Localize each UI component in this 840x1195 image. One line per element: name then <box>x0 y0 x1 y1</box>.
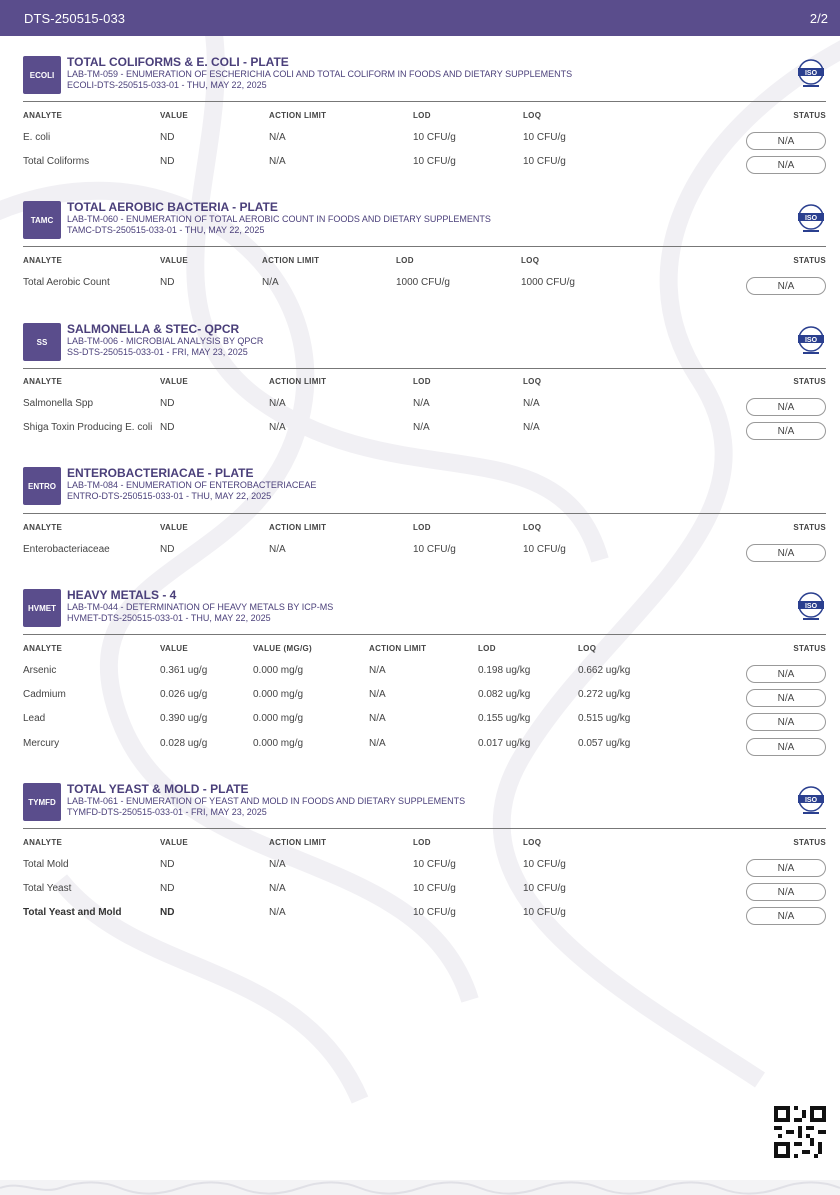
loq-value: 10 CFU/g <box>523 907 566 918</box>
section-rule <box>23 513 826 514</box>
analyte-value: ND <box>160 859 175 870</box>
table-row <box>23 689 826 703</box>
analyte-name: Mercury <box>23 738 60 749</box>
action-limit: N/A <box>369 738 386 749</box>
col-action-limit: ACTION LIMIT <box>369 644 427 653</box>
col-value: VALUE <box>160 377 189 386</box>
lod-value: 10 CFU/g <box>413 883 456 894</box>
lod-value: 0.017 ug/kg <box>478 738 531 749</box>
iso-logo-icon <box>796 786 826 816</box>
section-badge: SS <box>23 323 61 361</box>
section-badge: HVMET <box>23 589 61 627</box>
status-pill: N/A <box>746 665 826 683</box>
col-lod: LOD <box>478 644 496 653</box>
table-row <box>23 859 826 873</box>
analyte-value: ND <box>160 156 175 167</box>
section-ecoli <box>23 53 826 171</box>
col-analyte: ANALYTE <box>23 838 63 847</box>
loq-value: 10 CFU/g <box>523 859 566 870</box>
lod-value: 10 CFU/g <box>413 156 456 167</box>
top-bar <box>0 0 840 36</box>
analyte-value-mg: 0.000 mg/g <box>253 689 304 700</box>
section-sample: HVMET-DTS-250515-033-01 - THU, MAY 22, 2025 <box>67 613 271 623</box>
table-row <box>23 132 826 146</box>
section-rule <box>23 246 826 247</box>
loq-value: 0.272 ug/kg <box>578 689 631 700</box>
section-rule <box>23 828 826 829</box>
iso-label: ISO <box>804 70 818 77</box>
col-action-limit: ACTION LIMIT <box>262 256 320 265</box>
section-badge: TAMC <box>23 201 61 239</box>
iso-logo-icon <box>796 204 826 234</box>
loq-value: 0.057 ug/kg <box>578 738 631 749</box>
lod-value: N/A <box>413 422 430 433</box>
section-rule <box>23 101 826 102</box>
iso-label: ISO <box>804 337 818 344</box>
col-value: VALUE <box>160 256 189 265</box>
col-loq: LOQ <box>523 377 542 386</box>
lod-value: N/A <box>413 398 430 409</box>
analyte-value-mg: 0.000 mg/g <box>253 713 304 724</box>
action-limit: N/A <box>369 665 386 676</box>
analyte-value: ND <box>160 277 175 288</box>
iso-label: ISO <box>804 603 818 610</box>
table-header <box>23 838 826 852</box>
section-rule <box>23 368 826 369</box>
col-action-limit: ACTION LIMIT <box>269 838 327 847</box>
section-method: LAB-TM-044 - DETERMINATION OF HEAVY METALS BY ICP-MS <box>67 602 334 612</box>
col-analyte: ANALYTE <box>23 523 63 532</box>
status-pill: N/A <box>746 156 826 174</box>
table-row <box>23 544 826 558</box>
section-title: ENTEROBACTERIACAE - PLATE <box>67 466 254 480</box>
section-entero <box>23 464 826 559</box>
footer-pattern <box>0 1180 840 1195</box>
col-analyte: ANALYTE <box>23 377 63 386</box>
col-lod: LOD <box>413 111 431 120</box>
action-limit: N/A <box>369 713 386 724</box>
col-status: STATUS <box>793 256 826 265</box>
status-pill: N/A <box>746 398 826 416</box>
loq-value: 10 CFU/g <box>523 132 566 143</box>
analyte-value: ND <box>160 544 175 555</box>
lod-value: 0.155 ug/kg <box>478 713 531 724</box>
col-loq: LOQ <box>523 838 542 847</box>
qr-code-icon[interactable] <box>774 1106 826 1158</box>
loq-value: 0.515 ug/kg <box>578 713 631 724</box>
action-limit: N/A <box>269 544 286 555</box>
loq-value: 10 CFU/g <box>523 156 566 167</box>
loq-value: 10 CFU/g <box>523 544 566 555</box>
lod-value: 0.082 ug/kg <box>478 689 531 700</box>
analyte-value: ND <box>160 907 175 918</box>
iso-logo-icon <box>796 59 826 89</box>
section-method: LAB-TM-061 - ENUMERATION OF YEAST AND MOLD IN FOODS AND DIETARY SUPPLEMENTS <box>67 796 466 806</box>
analyte-name: Cadmium <box>23 689 66 700</box>
status-pill: N/A <box>746 544 826 562</box>
status-pill: N/A <box>746 883 826 901</box>
table-row <box>23 883 826 897</box>
lod-value: 0.198 ug/kg <box>478 665 531 676</box>
iso-label: ISO <box>804 215 818 222</box>
section-method: LAB-TM-060 - ENUMERATION OF TOTAL AEROBIC COUNT IN FOODS AND DIETARY SUPPLEMENTS <box>67 214 491 224</box>
status-pill: N/A <box>746 859 826 877</box>
col-value: VALUE <box>160 644 189 653</box>
col-loq: LOQ <box>523 523 542 532</box>
col-action-limit: ACTION LIMIT <box>269 377 327 386</box>
section-title: TOTAL AEROBIC BACTERIA - PLATE <box>67 200 278 214</box>
col-analyte: ANALYTE <box>23 256 63 265</box>
col-lod: LOD <box>413 838 431 847</box>
section-sample: ENTRO-DTS-250515-033-01 - THU, MAY 22, 2025 <box>67 491 272 501</box>
col-loq: LOQ <box>521 256 540 265</box>
status-pill: N/A <box>746 907 826 925</box>
table-row <box>23 713 826 727</box>
col-status: STATUS <box>793 838 826 847</box>
action-limit: N/A <box>269 907 286 918</box>
status-pill: N/A <box>746 738 826 756</box>
analyte-name: Enterobacteriaceae <box>23 544 110 555</box>
col-action-limit: ACTION LIMIT <box>269 111 327 120</box>
analyte-value: 0.390 ug/g <box>160 713 208 724</box>
col-value: VALUE <box>160 523 189 532</box>
action-limit: N/A <box>269 422 286 433</box>
col-analyte: ANALYTE <box>23 644 63 653</box>
loq-value: N/A <box>523 398 540 409</box>
lod-value: 10 CFU/g <box>413 859 456 870</box>
section-badge: TYMFD <box>23 783 61 821</box>
analyte-name: Shiga Toxin Producing E. coli <box>23 422 153 433</box>
col-value: VALUE <box>160 838 189 847</box>
section-sample: SS-DTS-250515-033-01 - FRI, MAY 23, 2025 <box>67 347 248 357</box>
section-yeast-mold <box>23 780 826 922</box>
section-sample: TAMC-DTS-250515-033-01 - THU, MAY 22, 2025 <box>67 225 265 235</box>
table-header <box>23 111 826 125</box>
section-salmonella <box>23 320 826 437</box>
table-row <box>23 277 826 291</box>
section-method: LAB-TM-084 - ENUMERATION OF ENTEROBACTERIACEAE <box>67 480 317 490</box>
table-header <box>23 644 826 658</box>
analyte-value-mg: 0.000 mg/g <box>253 665 304 676</box>
page-number: 2/2 <box>809 10 828 26</box>
analyte-name: Total Coliforms <box>23 156 90 167</box>
status-pill: N/A <box>746 689 826 707</box>
table-header <box>23 256 826 270</box>
section-title: TOTAL COLIFORMS & E. COLI - PLATE <box>67 55 289 69</box>
table-row <box>23 422 826 436</box>
table-header <box>23 377 826 391</box>
document-id: DTS-250515-033 <box>24 10 126 26</box>
section-sample: TYMFD-DTS-250515-033-01 - FRI, MAY 23, 2025 <box>67 807 267 817</box>
analyte-name: Total Mold <box>23 859 69 870</box>
col-status: STATUS <box>793 111 826 120</box>
col-lod: LOD <box>413 377 431 386</box>
analyte-name: E. coli <box>23 132 51 143</box>
status-pill: N/A <box>746 277 826 295</box>
action-limit: N/A <box>269 156 286 167</box>
action-limit: N/A <box>269 398 286 409</box>
lod-value: 1000 CFU/g <box>396 277 450 288</box>
col-analyte: ANALYTE <box>23 111 63 120</box>
lod-value: 10 CFU/g <box>413 544 456 555</box>
loq-value: 1000 CFU/g <box>521 277 575 288</box>
col-status: STATUS <box>793 644 826 653</box>
col-lod: LOD <box>396 256 414 265</box>
analyte-value: 0.028 ug/g <box>160 738 208 749</box>
section-rule <box>23 634 826 635</box>
section-title: SALMONELLA & STEC- QPCR <box>67 322 240 336</box>
section-badge: ECOLI <box>23 56 61 94</box>
col-lod: LOD <box>413 523 431 532</box>
section-sample: ECOLI-DTS-250515-033-01 - THU, MAY 22, 2025 <box>67 80 267 90</box>
section-heavy-metals <box>23 586 826 753</box>
section-title: TOTAL YEAST & MOLD - PLATE <box>67 782 249 796</box>
analyte-name: Salmonella Spp <box>23 398 94 409</box>
lod-value: 10 CFU/g <box>413 132 456 143</box>
col-loq: LOQ <box>578 644 597 653</box>
table-row <box>23 398 826 412</box>
analyte-name: Lead <box>23 713 46 724</box>
iso-label: ISO <box>804 797 818 804</box>
analyte-name: Total Aerobic Count <box>23 277 110 288</box>
status-pill: N/A <box>746 422 826 440</box>
analyte-value: ND <box>160 883 175 894</box>
section-method: LAB-TM-059 - ENUMERATION OF ESCHERICHIA COLI AND TOTAL COLIFORM IN FOODS AND DIETARY SUPPLEMENTS <box>67 69 573 79</box>
col-action-limit: ACTION LIMIT <box>269 523 327 532</box>
status-pill: N/A <box>746 132 826 150</box>
action-limit: N/A <box>269 859 286 870</box>
analyte-value: 0.361 ug/g <box>160 665 208 676</box>
col-status: STATUS <box>793 523 826 532</box>
analyte-value: ND <box>160 398 175 409</box>
status-pill: N/A <box>746 713 826 731</box>
action-limit: N/A <box>269 883 286 894</box>
action-limit: N/A <box>269 132 286 143</box>
table-header <box>23 523 826 537</box>
iso-logo-icon <box>796 592 826 622</box>
analyte-name: Arsenic <box>23 665 57 676</box>
section-title: HEAVY METALS - 4 <box>67 588 177 602</box>
col-status: STATUS <box>793 377 826 386</box>
loq-value: 10 CFU/g <box>523 883 566 894</box>
action-limit: N/A <box>262 277 279 288</box>
analyte-value-mg: 0.000 mg/g <box>253 738 304 749</box>
col-value: VALUE <box>160 111 189 120</box>
analyte-value: ND <box>160 422 175 433</box>
section-method: LAB-TM-006 - MICROBIAL ANALYSIS BY QPCR <box>67 336 264 346</box>
action-limit: N/A <box>369 689 386 700</box>
col-loq: LOQ <box>523 111 542 120</box>
table-row <box>23 156 826 170</box>
analyte-value: ND <box>160 132 175 143</box>
table-row <box>23 665 826 679</box>
section-badge: ENTRO <box>23 467 61 505</box>
loq-value: 0.662 ug/kg <box>578 665 631 676</box>
analyte-value: 0.026 ug/g <box>160 689 208 700</box>
table-row <box>23 738 826 752</box>
lod-value: 10 CFU/g <box>413 907 456 918</box>
iso-logo-icon <box>796 326 826 356</box>
analyte-name: Total Yeast and Mold <box>23 907 122 918</box>
analyte-name: Total Yeast <box>23 883 72 894</box>
col-value-mg: VALUE (MG/G) <box>253 644 313 653</box>
section-tamc <box>23 198 826 292</box>
loq-value: N/A <box>523 422 540 433</box>
table-row-total <box>23 907 826 921</box>
